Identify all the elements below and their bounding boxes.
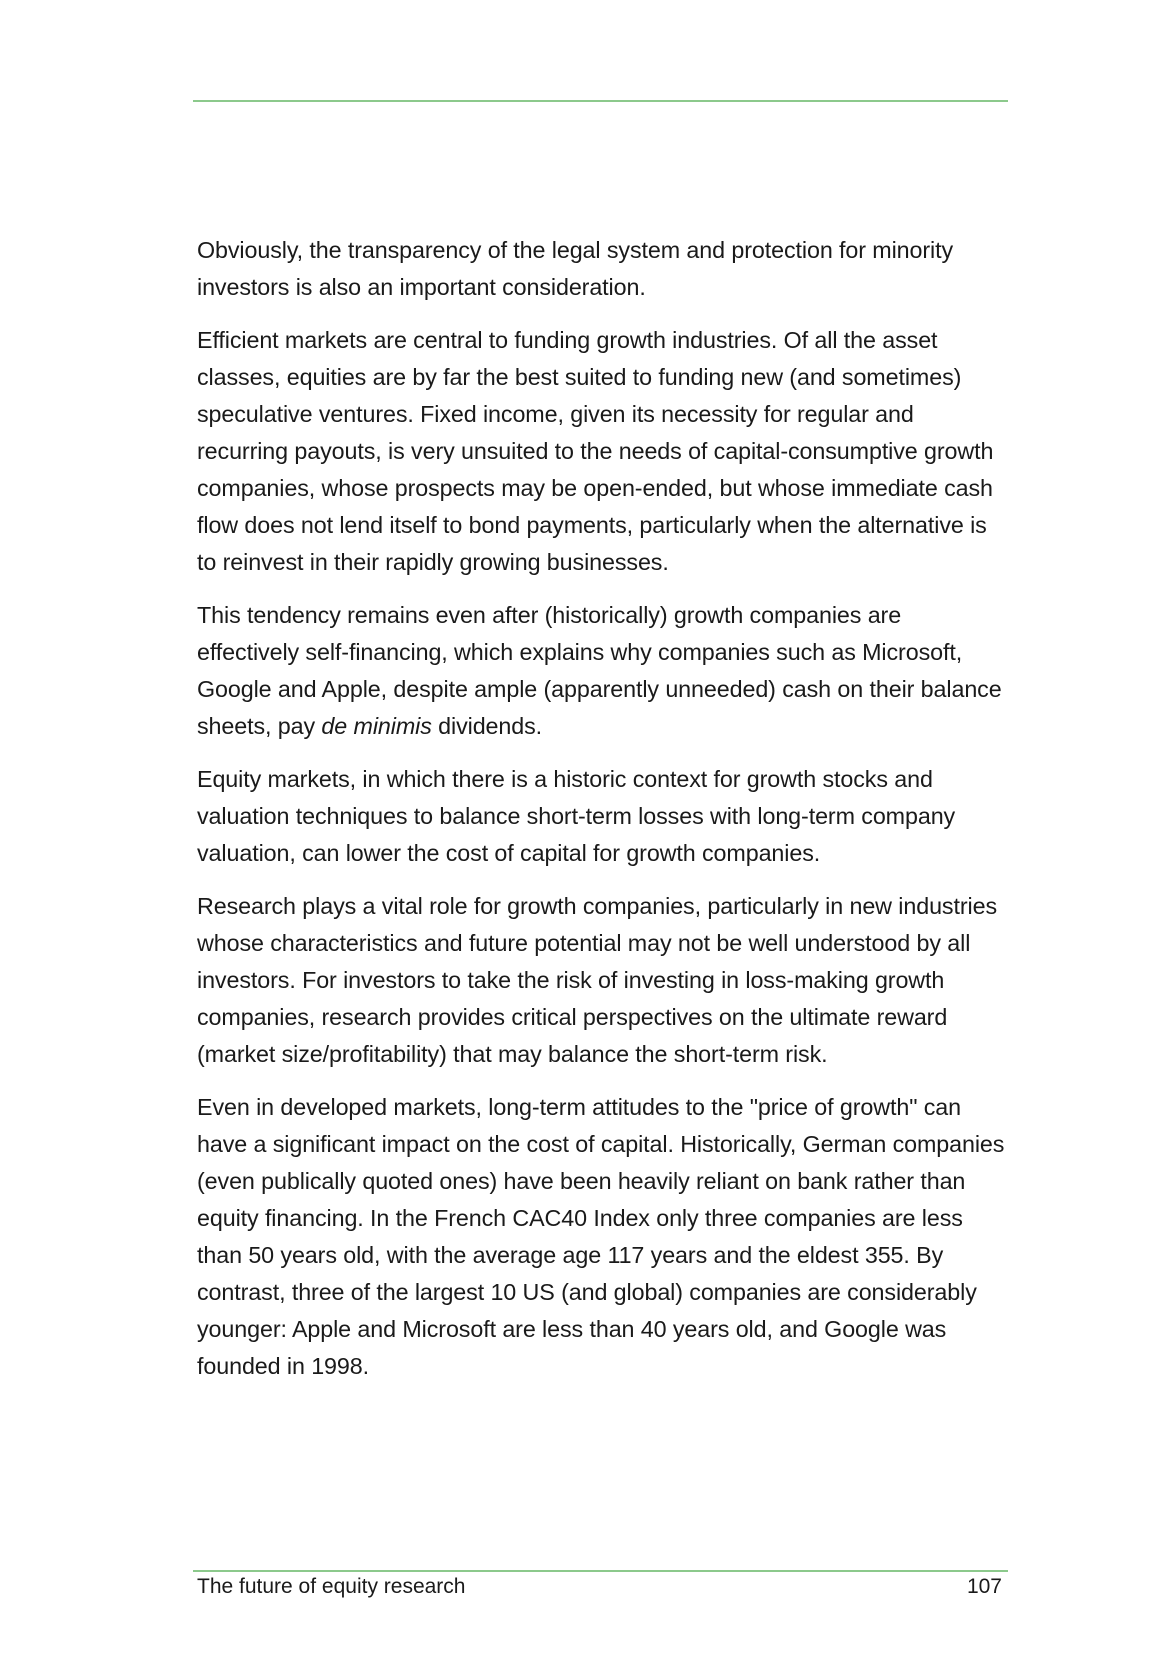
header-rule [193, 100, 1008, 102]
paragraph-3 [197, 597, 1009, 745]
page-number: 107 [966, 1575, 1002, 1598]
page-footer [197, 1572, 1002, 1602]
paragraph-2: Efficient markets are central to funding growth industries. Of all the asset classes, equities are by far the best suited to funding new (and sometimes) speculative ventures. Fixed income, given its necessity for regular and recurring payouts, is very unsuited to the needs of capital-consumptive growth companies, whose prospects may be open-ended, but whose immediate cash flow does not lend itself to bond payments, particularly when the alternative is to reinvest in their rapidly growing businesses. [197, 327, 994, 575]
body-text [197, 232, 1009, 1401]
paragraph-1: Obviously, the transparency of the legal system and protection for minority investors is also an important consideration. [197, 237, 954, 300]
paragraph-6: Even in developed markets, long-term attitudes to the "price of growth" can have a significant impact on the cost of capital. Historically, German companies (even publically quoted ones) have been heavily reliant on bank rather than equity financing. In the French CAC40 Index only three companies are less than 50 years old, with the average age 117 years and the eldest 355. By contrast, three of the largest 10 US (and global) companies are considerably younger: Apple and Microsoft are less than 40 years old, and Google was founded in 1998. [197, 1094, 1005, 1379]
paragraph-3-text-after: dividends. [431, 713, 543, 739]
paragraph-5: Research plays a vital role for growth companies, particularly in new industries whose characteristics and future potential may not be well understood by all investors. For investors to take the risk of investing in loss-making growth companies, research provides critical perspectives on the ultimate reward (market size/profitability) that may balance the short-term risk. [197, 893, 997, 1067]
paragraph-3-emphasis: de minimis [321, 713, 432, 739]
paragraph-4: Equity markets, in which there is a historic context for growth stocks and valuation techniques to balance short-term losses with long-term company valuation, can lower the cost of capital for growth companies. [197, 766, 956, 866]
paragraph-3-text-before: This tendency remains even after (historically) growth companies are effectively self-financing, which explains why companies such as Microsoft, Google and Apple, despite ample (apparently unneeded) cash on their balance sheets, pay [197, 602, 1002, 739]
footer-title: The future of equity research [197, 1575, 466, 1598]
